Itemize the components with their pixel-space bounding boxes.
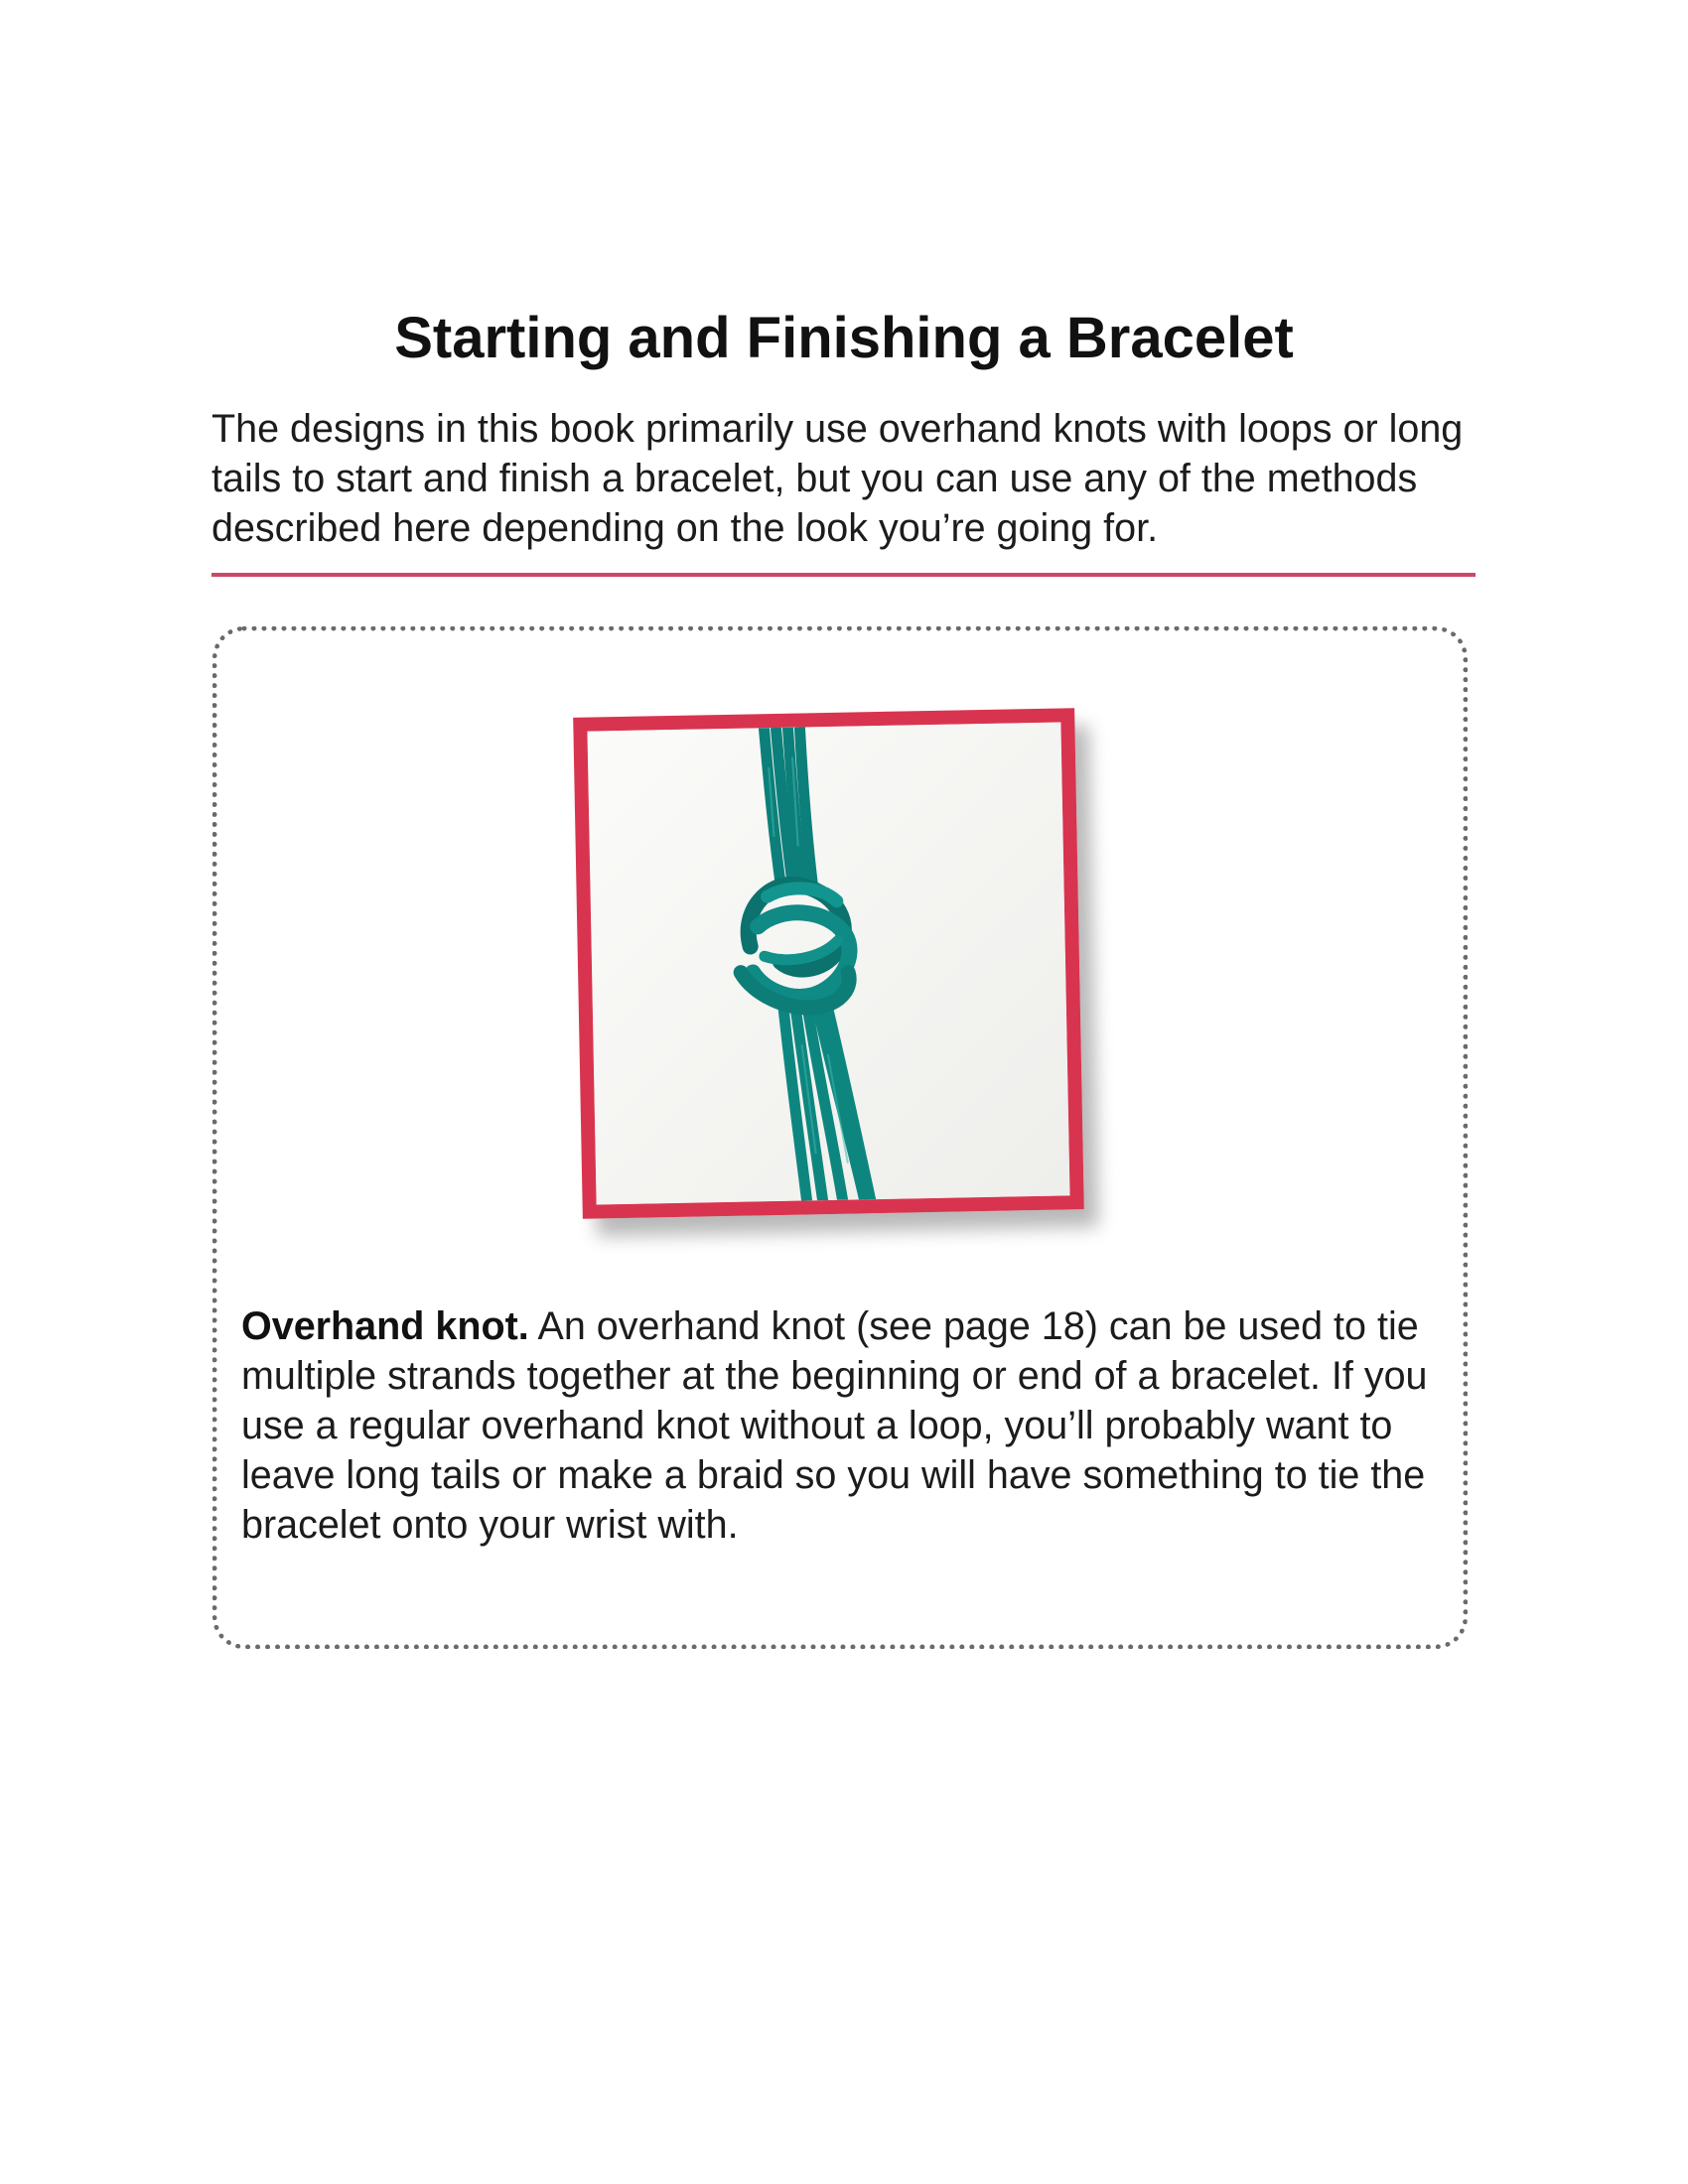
caption-body: An overhand knot (see page 18) can be used to tie multiple strands together at the beginning or end of a bracelet. If you use a regular overhand knot without a loop, you’ll probably want to leave long tails or make a braid so you will have something to tie the bracelet onto your wrist with. <box>241 1304 1428 1547</box>
page-title: Starting and Finishing a Bracelet <box>394 306 1294 370</box>
intro-paragraph: The designs in this book primarily use overhand knots with loops or long tails to start and finish a bracelet, but you can use any of the methods described here depending on the look you’re going for. <box>211 407 1464 550</box>
overhand-knot-icon <box>587 722 1069 1204</box>
overhand-knot-photo <box>573 708 1084 1219</box>
photo-frame <box>573 708 1084 1219</box>
caption-term: Overhand knot. <box>241 1304 529 1348</box>
method-caption <box>241 1301 1453 1550</box>
section-divider <box>211 573 1476 577</box>
